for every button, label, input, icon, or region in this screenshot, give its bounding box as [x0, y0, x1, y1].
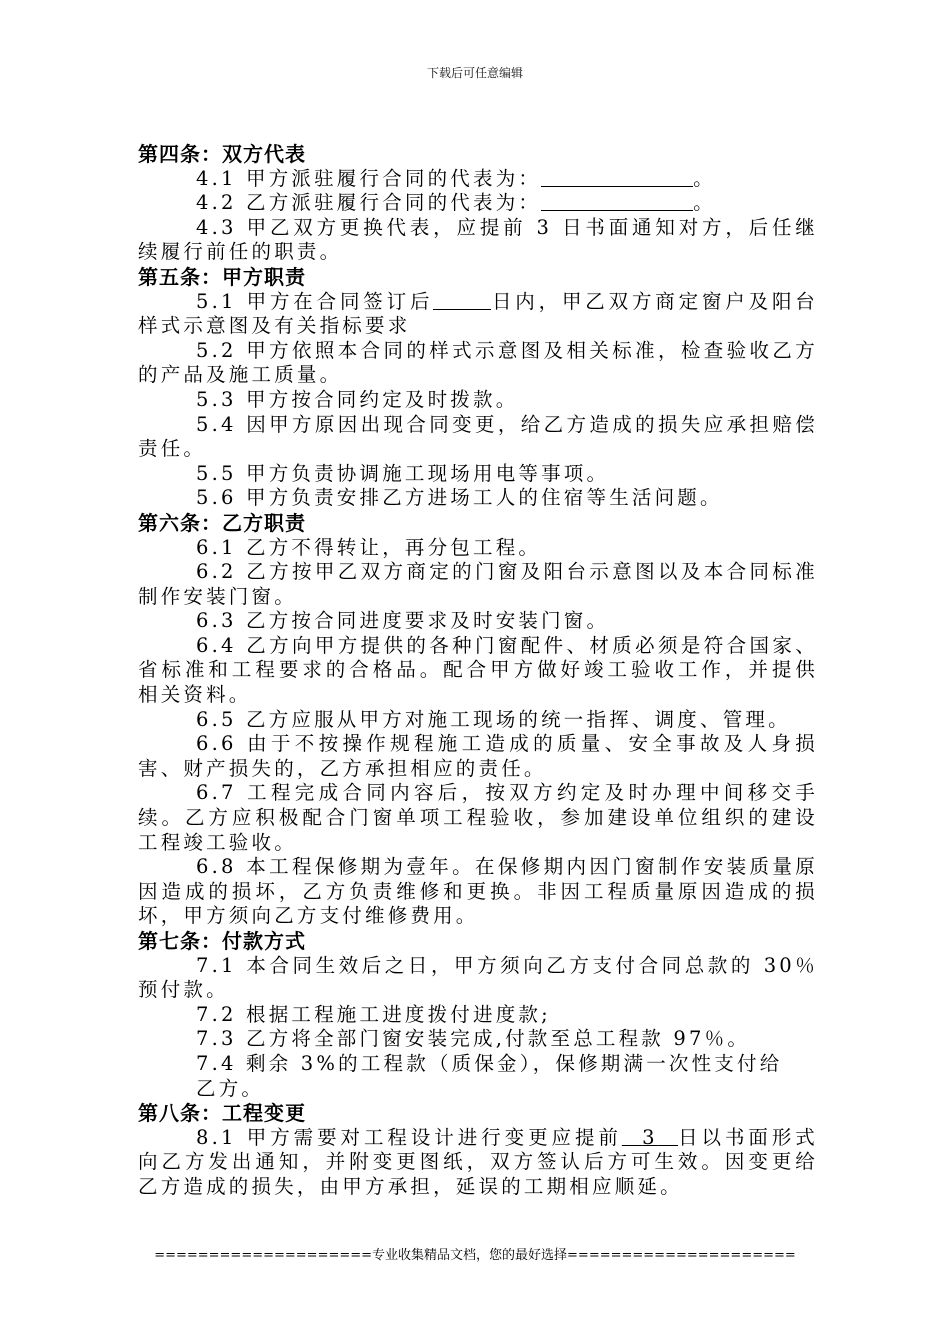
page-footer: ====================专业收集精品文档，您的最好选择=====================: [154, 1248, 796, 1263]
clause-5-1-text-b: 日内，甲乙双方商定窗户及阳台样式示意图及有关指标要求: [138, 289, 818, 338]
clause-5-5: 5.5 甲方负责协调施工现场用电等事项。: [196, 461, 610, 485]
clause-6-3: 6.3 乙方按合同进度要求及时安装门窗。: [196, 609, 610, 633]
clause-5-1: [138, 290, 818, 339]
clause-5-1-text-a: 5.1 甲方在合同签订后: [196, 289, 434, 313]
representative-b-blank[interactable]: [541, 192, 693, 211]
clause-7-4: [138, 1052, 818, 1077]
clause-6-4: 6.4 乙方向甲方提供的各种门窗配件、材质必须是符合国家、省标准和工程要求的合格品。配合甲方做好竣工验收工作，并提供相关资料。: [138, 633, 818, 707]
clause-5-4: 5.4 因甲方原因出现合同变更，给乙方造成的损失应承担赔偿责任。: [138, 412, 818, 461]
article-6-title: 第六条：乙方职责: [138, 510, 306, 535]
representative-a-blank[interactable]: [541, 168, 693, 187]
clause-6-7: 6.7 工程完成合同内容后，按双方约定及时办理中间移交手续。乙方应积极配合门窗单项工程验收，参加建设单位组织的建设工程竣工验收。: [138, 781, 818, 854]
clause-6-5: 6.5 乙方应服从甲方对施工现场的统一指挥、调度、管理。: [196, 707, 791, 731]
clause-6-1: 6.1 乙方不得转让，再分包工程。: [196, 535, 542, 559]
article-7-title: 第七条：付款方式: [138, 929, 306, 953]
clause-5-6: 5.6 甲方负责安排乙方进场工人的住宿等生活问题。: [196, 486, 723, 510]
article-4-title: 第四条：双方代表: [138, 142, 306, 166]
clause-6-6: 6.6 由于不按操作规程施工造成的质量、安全事故及人身损害、财产损失的，乙方承担相应的责任。: [138, 732, 818, 780]
clause-4-1-text: 4.1 甲方派驻履行合同的代表为：: [196, 166, 542, 190]
notice-days-number: 3: [642, 1125, 658, 1149]
clause-7-4-text-b: 乙方。: [196, 1076, 265, 1100]
clause-7-4-text-a: 7.4 剩余 3%的工程款（质保金），保修期满一次性支付给: [196, 1051, 783, 1075]
clause-4-2: [138, 191, 818, 216]
clause-5-2: 5.2 甲方依照本合同的样式示意图及相关标准，检查验收乙方的产品及施工质量。: [138, 338, 818, 387]
clause-7-4-cont: [138, 1077, 818, 1102]
page-header-note: 下载后可任意编辑: [426, 66, 523, 80]
clause-7-3: 7.3 乙方将全部门窗安装完成,付款至总工程款 97％。: [196, 1027, 751, 1051]
clause-7-2: 7.2 根据工程施工进度拨付进度款;: [196, 1002, 551, 1026]
clause-8-1: [138, 1126, 818, 1200]
contract-body: [138, 142, 818, 1200]
article-8-title: 第八条：工程变更: [138, 1101, 306, 1126]
clause-5-3: 5.3 甲方按合同约定及时拨款。: [196, 387, 519, 411]
clause-6-2: 6.2 乙方按甲乙双方商定的门窗及阳台示意图以及本合同标准制作安装门窗。: [138, 560, 818, 608]
clause-4-2-text: 4.2 乙方派驻履行合同的代表为：: [196, 191, 542, 215]
clause-8-1-text-a: 8.1 甲方需要对工程设计进行变更应提前: [196, 1125, 622, 1149]
clause-4-3: 4.3 甲乙双方更换代表，应提前 3 日书面通知对方，后任继续履行前任的职责。: [138, 215, 818, 264]
clause-8-1-text-b: 日以书面形式向乙方发出通知，并附变更图纸，双方签认后方可生效。因变更给乙方造成的损失，由甲方承担，延误的工期相应顺延。: [138, 1125, 818, 1198]
days-blank[interactable]: [433, 291, 491, 310]
clause-6-8: 6.8 本工程保修期为壹年。在保修期内因门窗制作安装质量原因造成的损坏，乙方负责维修和更换。非因工程质量原因造成的损坏，甲方须向乙方支付维修费用。: [138, 855, 818, 928]
clause-4-1-end: 。: [693, 166, 716, 190]
clause-7-1: 7.1 本合同生效后之日，甲方须向乙方支付合同总款的 30％预付款。: [138, 953, 818, 1002]
article-5-title: 第五条：甲方职责: [138, 264, 306, 289]
notice-days-value: [622, 1126, 678, 1149]
clause-4-1: [138, 167, 818, 192]
clause-4-2-end: 。: [693, 191, 716, 215]
